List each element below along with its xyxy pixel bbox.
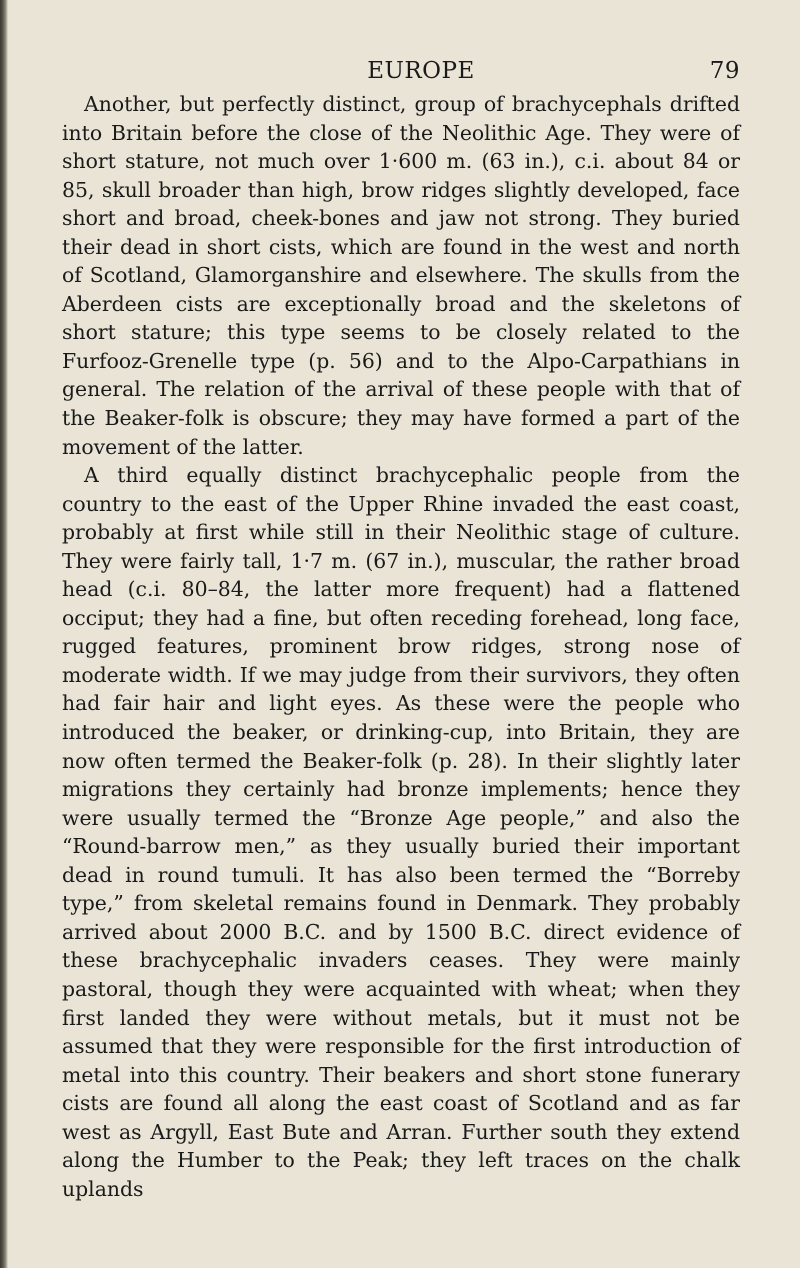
body-text — [62, 90, 740, 1203]
paragraph-2: A third equally distinct brachycephalic people from the country to the east of the Upper Rhine invaded the east coast, probably at first while still in their Neolithic stage of culture. They were fairly tall, 1·7 m. (67 in.), muscular, the rather broad head (c.i. 80–84, the latter more frequent) had a flattened occiput; they had a fine, but often receding forehead, long face, rugged features, prominent brow ridges, strong nose of moderate width. If we may judge from their survivors, they often had fair hair and light eyes. As these were the people who introduced the beaker, or drinking-cup, into Britain, they are now often termed the Beaker-folk (p. 28). In their slightly later migrations they certainly had bronze implements; hence they were usually termed the “Bronze Age people,” and also the “Round-barrow men,” as they usually buried their important dead in round tumuli. It has also been termed the “Borreby type,” from skeletal remains found in Denmark. They probably arrived about 2000 B.C. and by 1500 B.C. direct evidence of these brachycephalic invaders ceases. They were mainly pastoral, though they were acquainted with wheat; when they first landed they were without metals, but it must not be assumed that they were responsible for the first introduction of metal into this country. Their beakers and short stone funerary cists are found all along the east coast of Scotland and as far west as Argyll, East Bute and Arran. Further south they extend along the Humber to the Peak; they left traces on the chalk uplands — [62, 463, 740, 1201]
paragraph-1: Another, but perfectly distinct, group of brachycephals drifted into Britain before the close of the Neolithic Age. They were of short stature, not much over 1·600 m. (63 in.), c.i. about 84 or 85, skull broader than high, brow ridges slightly developed, face short and broad, cheek-bones and jaw not strong. They buried their dead in short cists, which are found in the west and north of Scotland, Glamorganshire and elsewhere. The skulls from the Aberdeen cists are exceptionally broad and the skeletons of short stature; this type seems to be closely related to the Furfooz-Grenelle type (p. 56) and to the Alpo-Carpathians in general. The relation of the arrival of these people with that of the Beaker-folk is obscure; they may have formed a part of the movement of the latter. — [62, 92, 740, 459]
running-header — [62, 50, 740, 90]
running-title: EUROPE — [367, 58, 475, 84]
page-binding-edge — [0, 0, 8, 1268]
page-number: 79 — [709, 58, 740, 84]
book-page — [62, 50, 740, 1203]
